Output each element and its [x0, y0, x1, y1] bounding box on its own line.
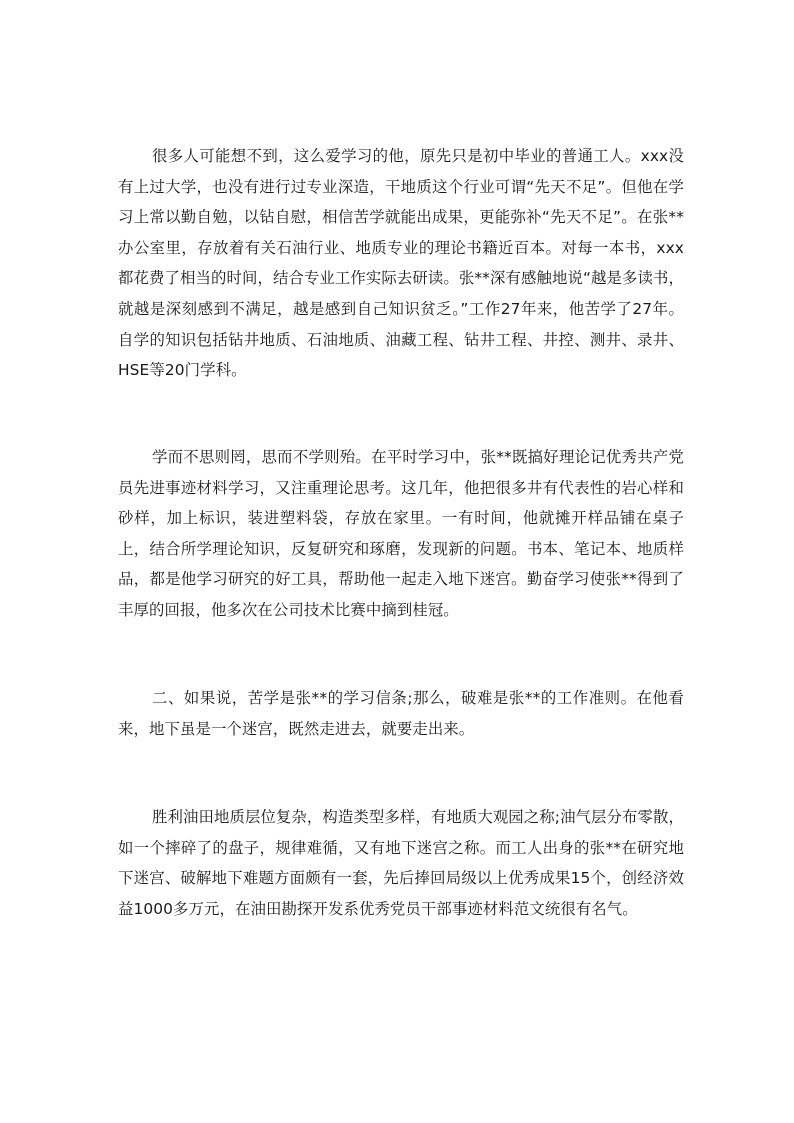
paragraph-self-study: 很多人可能想不到，这么爱学习的他，原先只是初中毕业的普通工人。xxx没有上过大学，也没有进行过专业深造，干地质这个行业可谓“先天不足”。但他在学习上常以勤自勉，以钻自慰，相信苦学就能出成果，更能弥补“先天不足”。在张**办公室里，存放着有关石油行业、地质专业的理论书籍近百本。对每一本书，xxx都花费了相当的时间，结合专业工作实际去研读。张**深有感触地说“越是多读书，就越是深刻感到不满足，越是感到自己知识贫乏。”工作27年来，他苦学了27年。自学的知识包括钻井地质、石油地质、油藏工程、钻井工程、井控、测井、录井、HSE等20门学科。: [118, 147, 684, 380]
paragraph-section-two: 二、如果说，苦学是张**的学习信条;那么，破难是张**的工作准则。在他看来，地下虽是一个迷宫，既然走进去，就要走出来。: [118, 689, 684, 738]
paragraph-thinking: 学而不思则罔，思而不学则殆。在平时学习中，张**既搞好理论记优秀共产党员先进事迹材料学习，又注重理论思考。这几年，他把很多井有代表性的岩心样和砂样，加上标识，装进塑料袋，存放在家里。一有时间，他就摊开样品铺在桌子上，结合所学理论知识，反复研究和琢磨，发现新的问题。书本、笔记本、地质样品，都是他学习研究的好工具，帮助他一起走入地下迷宫。勤奋学习使张**得到了丰厚的回报，他多次在公司技术比赛中摘到桂冠。: [118, 448, 684, 619]
paragraph-oilfield: 胜利油田地质层位复杂，构造类型多样，有地质大观园之称;油气层分布零散，如一个摔碎了的盘子，规律难循，又有地下迷宫之称。而工人出身的张**在研究地下迷宫、破解地下难题方面颇有一套，先后捧回局级以上优秀成果15个，创经济效益1000多万元，在油田勘探开发系优秀党员干部事迹材料范文统很有名气。: [118, 808, 684, 918]
